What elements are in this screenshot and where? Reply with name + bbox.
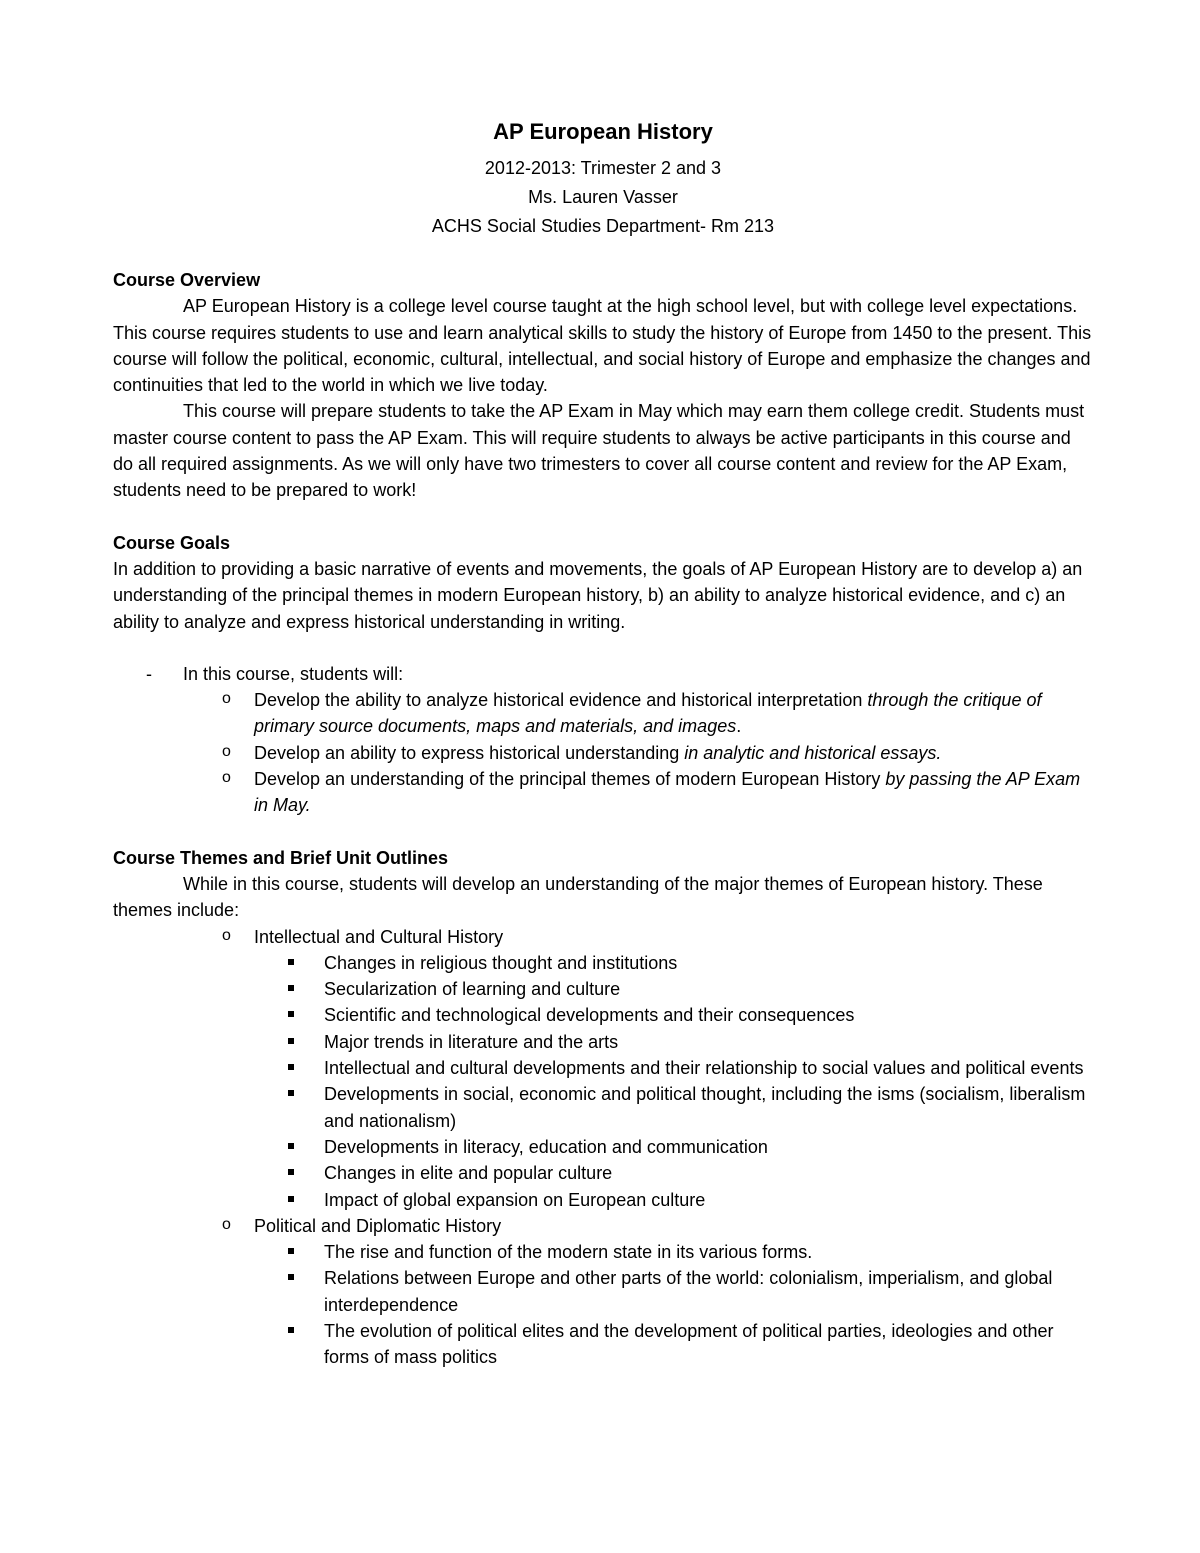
circle-bullet-icon: o [222,1215,231,1233]
theme-group [113,1213,1093,1239]
theme-item-text: Relations between Europe and other parts of the world: colonialism, imperialism, and global interdependence [324,1268,1053,1315]
theme-group-label: Intellectual and Cultural History [254,926,504,947]
themes-intro: While in this course, students will develop an understanding of the major themes of European history. These themes include: [113,873,1043,921]
circle-bullet-icon: o [222,769,231,787]
department-line: ACHS Social Studies Department- Rm 213 [431,216,775,236]
theme-item [113,976,1093,1002]
theme-item-text: Intellectual and cultural developments and their relationship to social values and political events [324,1058,1084,1079]
square-bullet-icon [288,1169,294,1175]
theme-group-label: Political and Diplomatic History [254,1215,502,1236]
theme-item-text: The rise and function of the modern state in its various forms. [324,1242,813,1263]
circle-bullet-icon: o [222,742,231,760]
theme-item [113,950,1093,976]
document-page [113,118,1093,1371]
goal-text: Develop an understanding of the principal themes of modern European History [254,769,886,790]
overview-paragraph-2: This course will prepare students to take the AP Exam in May which may earn them college credit. Students must master course content to pass the AP Exam. This will require students to always be active participants in this course and do all required assignments. As we will only have two trimesters to cover all course content and review for the AP Exam, students need to be prepared to work! [113,401,1085,501]
square-bullet-icon [288,1327,294,1333]
goal-text-italic: by passing the AP Exam in May. [254,769,1081,816]
theme-item-text: Developments in social, economic and political thought, including the isms (socialism, liberalism and nationalism) [324,1084,1086,1131]
theme-item [113,1318,1093,1371]
goal-text: Develop an ability to express historical understanding [254,742,685,763]
theme-item-text: Developments in literacy, education and communication [324,1136,768,1157]
goal-item [113,740,1093,766]
course-themes-section [113,845,1093,1371]
square-bullet-icon [288,959,294,965]
theme-item-text: The evolution of political elites and the development of political parties, ideologies and other forms of mass politics [324,1320,1054,1368]
circle-bullet-icon: o [222,690,231,708]
theme-item [113,1029,1093,1055]
course-overview-section [113,267,1093,504]
goal-item [113,687,1093,740]
theme-item-text: Changes in elite and popular culture [324,1163,613,1184]
theme-item [113,1160,1093,1186]
theme-group [113,924,1093,950]
theme-item [113,1187,1093,1213]
square-bullet-icon [288,1090,294,1096]
themes-list [113,924,1093,1371]
square-bullet-icon [288,1064,294,1070]
theme-item [113,1002,1093,1028]
goal-text-end: . [736,716,742,737]
square-bullet-icon [288,1143,294,1149]
theme-item [113,1055,1093,1081]
goals-list [113,687,1093,818]
theme-item-text: Changes in religious thought and institutions [324,952,678,973]
theme-item-text: Major trends in literature and the arts [324,1031,619,1052]
goals-intro-item [113,661,1093,687]
square-bullet-icon [288,1196,294,1202]
overview-paragraph-1: AP European History is a college level course taught at the high school level, but with college level expectations. This course requires students to use and learn analytical skills to study the history of Europe from 1450 to the present. This course will follow the political, economic, cultural, intellectual, and social history of Europe and emphasize the changes and continuities that led to the world in which we live today. [113,296,1092,396]
square-bullet-icon [288,1248,294,1254]
goal-text-italic: through the critique of primary source documents, maps and materials, and images [254,690,1042,737]
goals-paragraph: In addition to providing a basic narrative of events and movements, the goals of AP European History are to develop a) an understanding of the principal themes in modern European history, b) an ability to analyze historical evidence, and c) an ability to analyze and express historical understanding in writing. [113,558,1083,632]
square-bullet-icon [288,985,294,991]
goal-text: Develop the ability to analyze historical evidence and historical interpretation [254,690,868,711]
theme-item-text: Impact of global expansion on European culture [324,1189,706,1210]
course-themes-heading: Course Themes and Brief Unit Outlines [113,847,449,868]
square-bullet-icon [288,1274,294,1280]
course-overview-heading: Course Overview [113,270,261,290]
goal-item [113,766,1093,819]
theme-item [113,1265,1093,1318]
square-bullet-icon [288,1011,294,1017]
theme-item [113,1081,1093,1134]
circle-bullet-icon: o [222,926,231,944]
course-goals-heading: Course Goals [113,532,231,553]
goal-text-italic: in analytic and historical essays. [684,742,942,763]
theme-item [113,1134,1093,1160]
theme-item-text: Secularization of learning and culture [324,979,621,1000]
term-line: 2012-2013: Trimester 2 and 3 [484,158,722,178]
dash-bullet-icon: - [146,663,152,684]
square-bullet-icon [288,1038,294,1044]
document-title: AP European History [493,119,713,144]
theme-item [113,1239,1093,1265]
teacher-line: Ms. Lauren Vasser [528,187,678,207]
goals-intro-text: In this course, students will: [183,663,404,684]
course-goals-section [113,530,1093,819]
theme-item-text: Scientific and technological developments and their consequences [324,1005,855,1026]
